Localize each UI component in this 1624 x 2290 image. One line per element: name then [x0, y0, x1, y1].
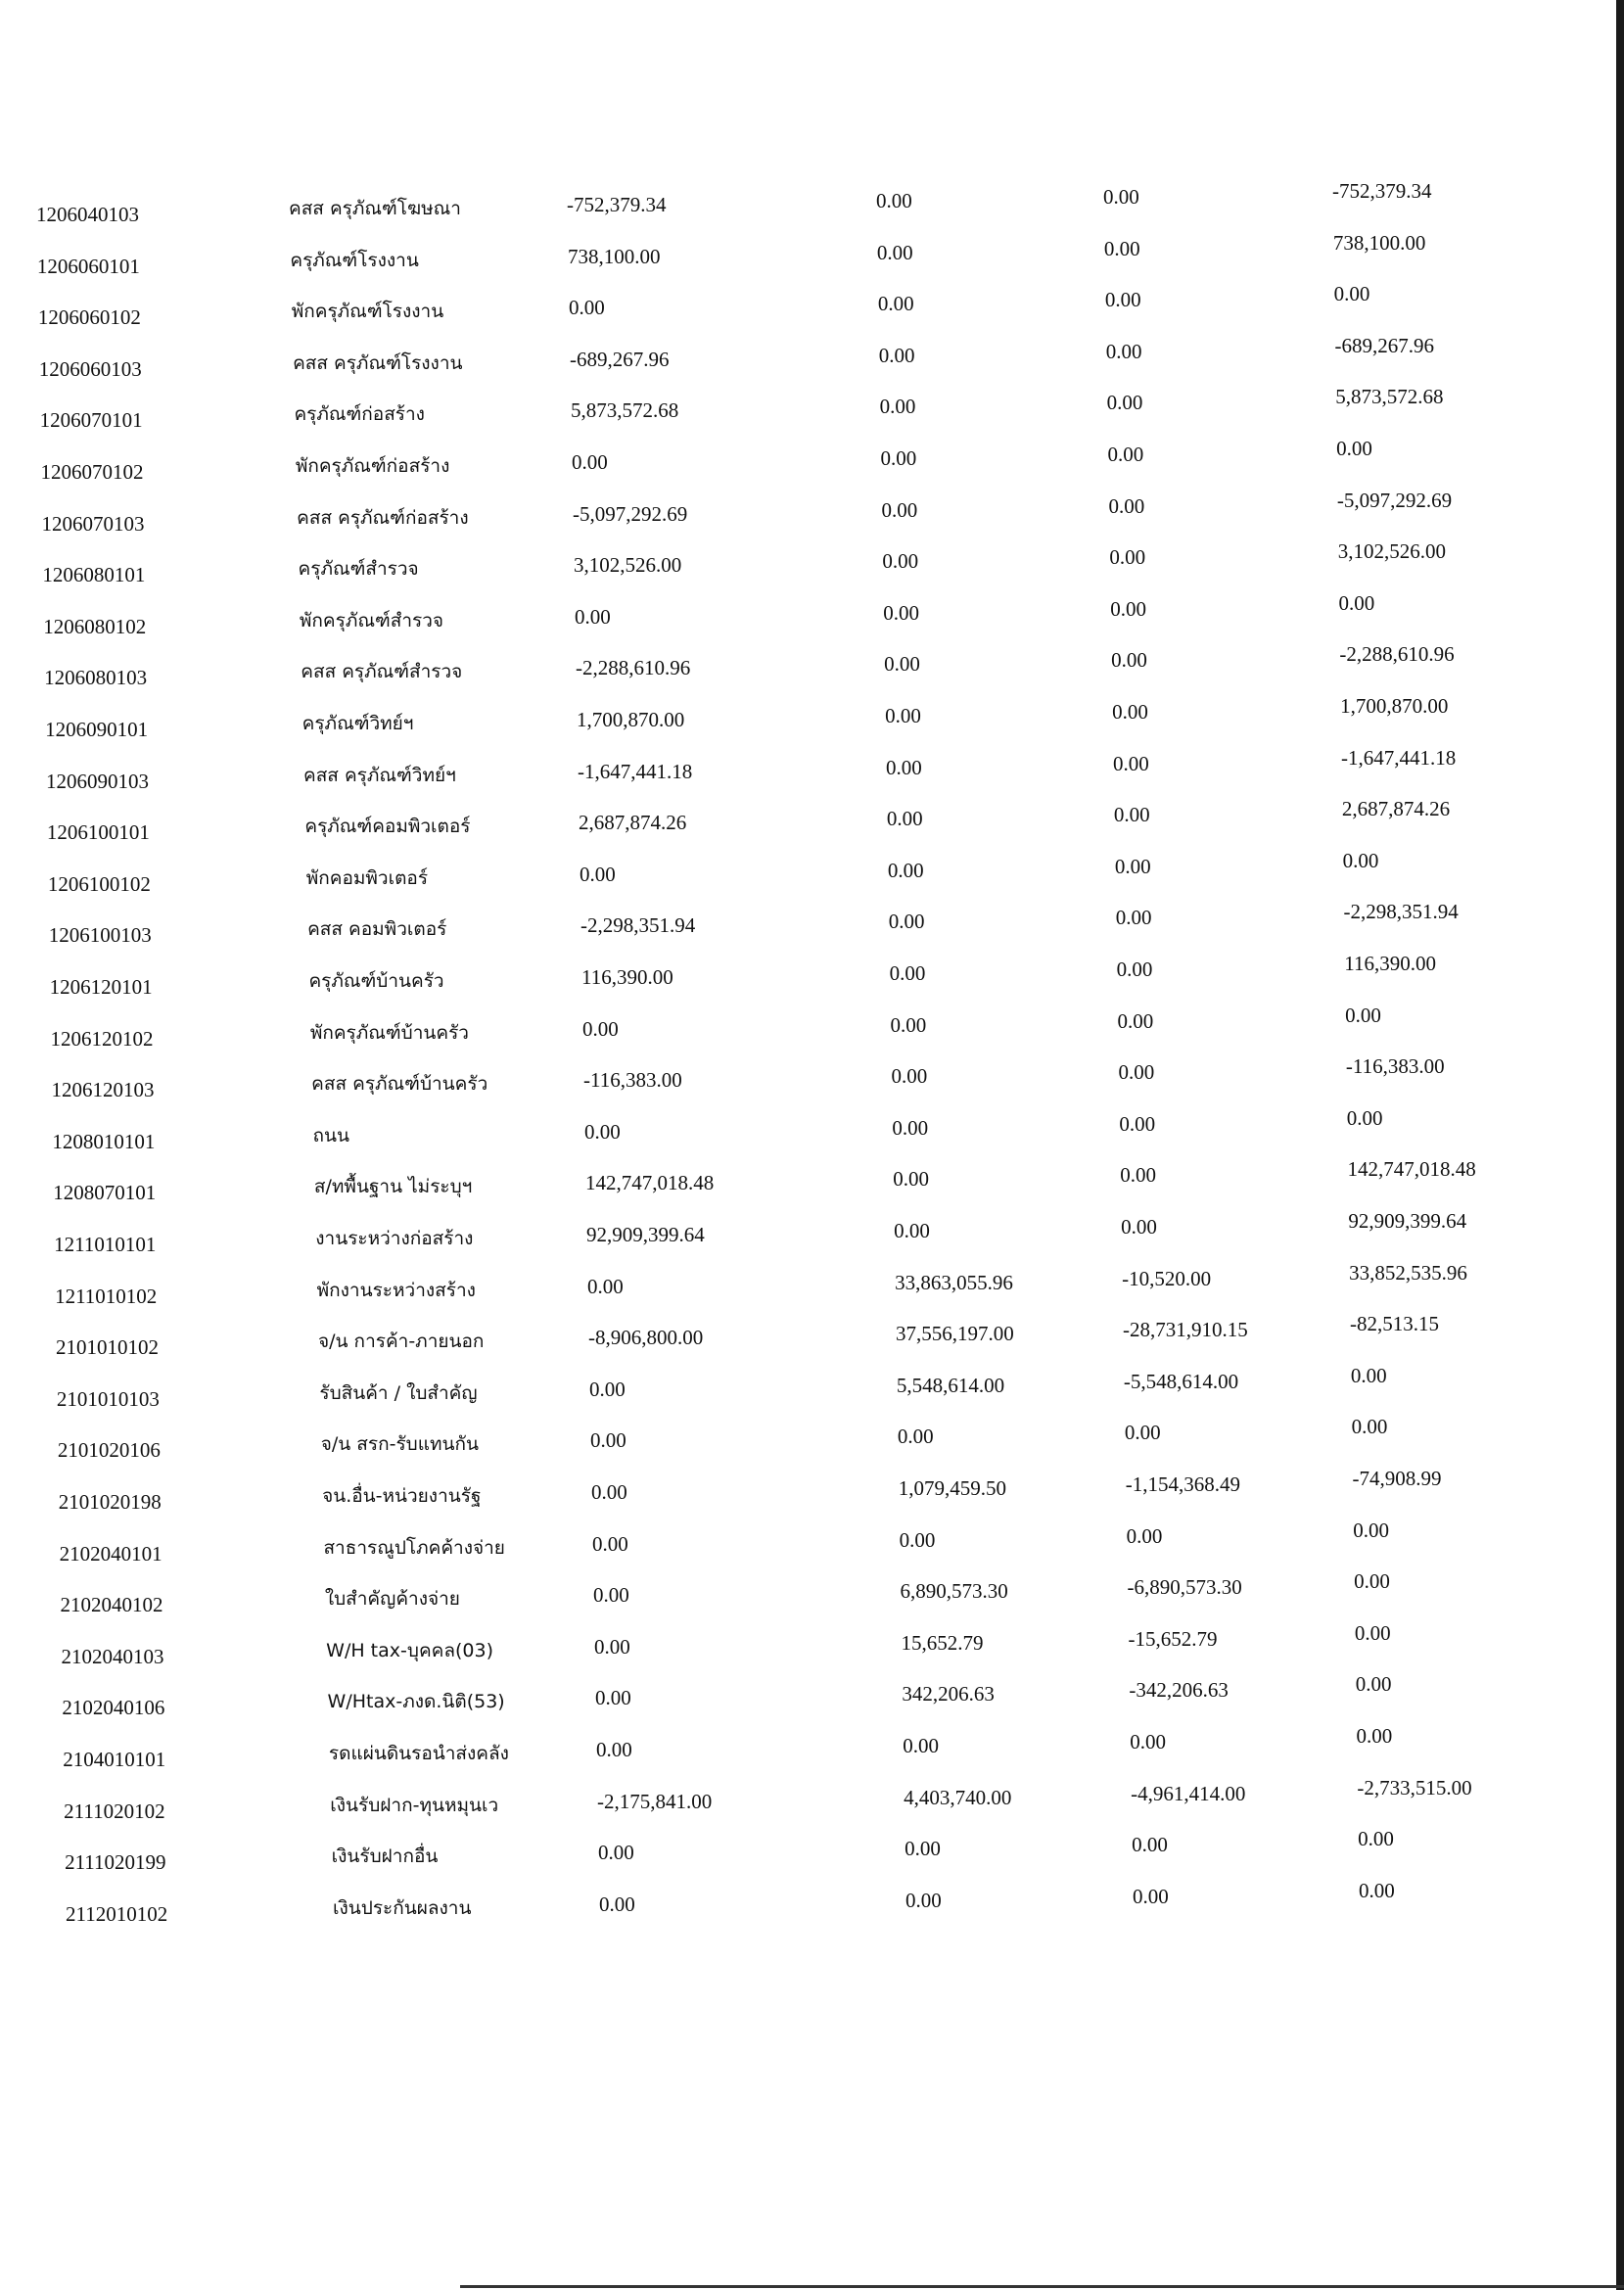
credit-amount: 0.00 [1121, 1215, 1157, 1238]
credit-amount: -15,652.79 [1128, 1626, 1218, 1651]
opening-balance: 3,102,526.00 [574, 553, 682, 578]
account-code: 2102040106 [62, 1696, 165, 1720]
debit-amount: 342,206.63 [902, 1682, 995, 1706]
closing-balance: 0.00 [1359, 1878, 1395, 1902]
closing-balance: 0.00 [1358, 1827, 1394, 1851]
closing-balance: 0.00 [1351, 1415, 1388, 1439]
opening-balance: 0.00 [592, 1531, 628, 1556]
account-code: 1206080102 [43, 614, 147, 638]
account-name: คสส ครุภัณฑ์วิทย์ฯ [303, 764, 456, 786]
account-name: คสส ครุภัณฑ์สำรวจ [301, 661, 463, 683]
debit-amount: 0.00 [888, 910, 925, 934]
account-name: W/Htax-ภงด.นิติ(53) [327, 1691, 505, 1713]
credit-amount: 0.00 [1120, 1163, 1157, 1188]
account-name: พักครุภัณฑ์โรงงาน [291, 301, 444, 323]
account-name: สาธารณูปโภคค้างจ่าย [323, 1536, 505, 1559]
account-code: 1206070102 [40, 460, 144, 484]
account-name: พักคอมพิวเตอร์ [305, 866, 429, 889]
credit-amount: 0.00 [1105, 339, 1142, 363]
scan-edge-bottom [460, 2285, 1624, 2288]
account-code: 1208070101 [53, 1181, 157, 1205]
account-name: คสส ครุภัณฑ์โรงงาน [293, 351, 463, 374]
opening-balance: 1,700,870.00 [577, 708, 685, 731]
debit-amount: 0.00 [878, 343, 915, 367]
account-name: เงินรับฝาก-ทุนหมุนเว [330, 1794, 499, 1816]
account-name: จน.อื่น-หน่วยงานรัฐ [322, 1485, 482, 1507]
account-name: เงินรับฝากอื่น [331, 1846, 439, 1868]
debit-amount: 0.00 [893, 1167, 930, 1192]
closing-balance: -752,379.34 [1332, 179, 1432, 203]
debit-amount: 0.00 [899, 1527, 936, 1552]
debit-amount: 0.00 [889, 961, 926, 985]
account-name: พักครุภัณฑ์ก่อสร้าง [295, 455, 450, 477]
debit-amount: 0.00 [880, 446, 917, 470]
debit-amount: 0.00 [894, 1219, 930, 1242]
closing-balance: 1,700,870.00 [1340, 694, 1449, 718]
account-code: 2101010103 [56, 1386, 160, 1411]
account-code: 1206100103 [48, 923, 152, 948]
credit-amount: 0.00 [1117, 1008, 1154, 1033]
account-name: รับสินค้า / ใบสำคัญ [319, 1381, 478, 1404]
opening-balance: 0.00 [572, 450, 608, 474]
account-name: W/H tax-บุคคล(03) [326, 1639, 494, 1661]
closing-balance: 142,747,018.48 [1347, 1157, 1476, 1182]
opening-balance: -2,175,841.00 [597, 1789, 713, 1813]
opening-balance: 92,909,399.64 [586, 1223, 705, 1246]
opening-balance: 0.00 [590, 1428, 626, 1453]
closing-balance: 116,390.00 [1344, 952, 1436, 975]
account-code: 2112010102 [66, 1901, 168, 1926]
credit-amount: 0.00 [1103, 236, 1140, 260]
closing-balance: 33,852,535.96 [1349, 1260, 1467, 1285]
closing-balance: -2,733,515.00 [1357, 1775, 1472, 1799]
debit-amount: 6,890,573.30 [900, 1579, 1008, 1604]
credit-amount: 0.00 [1133, 1884, 1169, 1908]
account-name: ใบสำคัญค้างจ่าย [324, 1588, 460, 1611]
closing-balance: 0.00 [1345, 1003, 1381, 1027]
account-name: ส/ทพื้นฐาน ไม่ระบุฯ [313, 1176, 473, 1198]
closing-balance: 92,909,399.64 [1348, 1209, 1467, 1233]
account-code: 1206060102 [37, 305, 141, 330]
opening-balance: 0.00 [599, 1892, 635, 1916]
opening-balance: -8,906,800.00 [588, 1326, 704, 1350]
credit-amount: 0.00 [1130, 1730, 1167, 1753]
debit-amount: 0.00 [876, 189, 912, 212]
opening-balance: 0.00 [596, 1738, 632, 1761]
debit-amount: 0.00 [876, 240, 913, 264]
opening-balance: -752,379.34 [567, 193, 667, 216]
account-code: 2111020102 [64, 1799, 165, 1823]
opening-balance: 0.00 [598, 1841, 634, 1865]
opening-balance: 0.00 [589, 1377, 626, 1401]
debit-amount: 0.00 [897, 1425, 934, 1449]
credit-amount: -342,206.63 [1129, 1678, 1229, 1703]
debit-amount: 0.00 [905, 1837, 941, 1861]
debit-amount: 0.00 [903, 1734, 940, 1757]
closing-balance: 0.00 [1356, 1724, 1393, 1748]
debit-amount: 0.00 [883, 600, 920, 625]
account-code: 2102040101 [59, 1541, 162, 1566]
credit-amount: 0.00 [1113, 751, 1149, 775]
closing-balance: 0.00 [1333, 282, 1370, 306]
opening-balance: -1,647,441.18 [578, 759, 693, 783]
debit-amount: 0.00 [905, 1888, 942, 1912]
debit-amount: 0.00 [877, 292, 914, 316]
closing-balance: 0.00 [1338, 590, 1375, 615]
credit-amount: 0.00 [1113, 803, 1150, 827]
closing-balance: 0.00 [1355, 1672, 1392, 1697]
closing-balance: -2,298,351.94 [1343, 900, 1459, 924]
account-name: เงินประกันผลงาน [333, 1896, 472, 1919]
credit-amount: -5,548,614.00 [1123, 1369, 1239, 1393]
credit-amount: 0.00 [1114, 854, 1151, 878]
account-code: 1206120101 [49, 975, 153, 999]
closing-balance: -5,097,292.69 [1336, 488, 1453, 512]
opening-balance: 142,747,018.48 [585, 1171, 715, 1195]
account-code: 1206100102 [47, 871, 151, 896]
credit-amount: 0.00 [1109, 545, 1146, 570]
closing-balance: 2,687,874.26 [1341, 797, 1451, 821]
account-name: รดแผ่นดินรอนำส่งคลัง [328, 1743, 509, 1764]
account-name: คสส คอมพิวเตอร์ [307, 918, 447, 941]
credit-amount: -6,890,573.30 [1127, 1575, 1242, 1600]
closing-balance: 0.00 [1353, 1518, 1390, 1542]
account-name: ครุภัณฑ์โรงงาน [290, 249, 419, 271]
debit-amount: 0.00 [886, 807, 923, 831]
credit-amount: -10,520.00 [1122, 1266, 1212, 1290]
closing-balance: 5,873,572.68 [1335, 385, 1444, 409]
account-code: 2101020198 [58, 1490, 162, 1514]
debit-amount: 5,548,614.00 [896, 1373, 1005, 1397]
account-name: คสส ครุภัณฑ์ก่อสร้าง [297, 506, 469, 529]
debit-amount: 0.00 [887, 858, 924, 882]
credit-amount: 0.00 [1126, 1523, 1163, 1548]
opening-balance: -2,298,351.94 [580, 913, 696, 938]
closing-balance: 0.00 [1354, 1620, 1391, 1645]
account-code: 1206040103 [36, 203, 139, 226]
account-code: 1206070103 [41, 511, 145, 536]
account-name: พักครุภัณฑ์สำรวจ [299, 609, 444, 631]
closing-balance: 0.00 [1354, 1569, 1390, 1594]
closing-balance: 3,102,526.00 [1337, 539, 1446, 564]
account-code: 1206060103 [38, 356, 142, 381]
opening-balance: 0.00 [582, 1016, 619, 1041]
closing-balance: 0.00 [1346, 1105, 1383, 1130]
account-code: 1206080101 [42, 563, 146, 587]
debit-amount: 37,556,197.00 [896, 1322, 1014, 1346]
credit-amount: 0.00 [1119, 1111, 1156, 1136]
debit-amount: 0.00 [884, 652, 920, 677]
debit-amount: 0.00 [891, 1064, 928, 1089]
account-name: ครุภัณฑ์บ้านครัว [308, 970, 444, 992]
closing-balance: -2,288,610.96 [1339, 642, 1455, 667]
account-code: 1206090101 [45, 718, 149, 741]
account-name: งานระหว่างก่อสร้าง [315, 1228, 474, 1249]
debit-amount: 0.00 [890, 1012, 927, 1037]
closing-balance: -74,908.99 [1352, 1467, 1442, 1490]
credit-amount: 0.00 [1111, 648, 1147, 673]
account-name: พักครุภัณฑ์บ้านครัว [309, 1021, 469, 1044]
scan-edge-right [1616, 0, 1624, 2290]
account-name: จ/น การค้า-ภายนอก [318, 1331, 485, 1353]
opening-balance: 2,687,874.26 [579, 811, 687, 835]
credit-amount: 0.00 [1107, 443, 1144, 466]
credit-amount: 0.00 [1103, 185, 1139, 209]
account-code: 1206080103 [44, 666, 148, 690]
closing-balance: -82,513.15 [1350, 1312, 1439, 1336]
opening-balance: 0.00 [594, 1634, 630, 1659]
opening-balance: 116,390.00 [581, 965, 673, 989]
opening-balance: -689,267.96 [570, 347, 670, 371]
opening-balance: 0.00 [584, 1119, 621, 1144]
account-code: 1206120102 [50, 1026, 154, 1051]
credit-amount: 0.00 [1112, 700, 1148, 724]
opening-balance: 0.00 [591, 1480, 627, 1504]
opening-balance: -2,288,610.96 [576, 656, 691, 680]
account-name: ครุภัณฑ์คอมพิวเตอร์ [304, 816, 471, 838]
debit-amount: 15,652.79 [901, 1630, 984, 1655]
credit-amount: 0.00 [1118, 1060, 1155, 1085]
opening-balance: 0.00 [575, 604, 611, 629]
credit-amount: 0.00 [1104, 288, 1141, 312]
debit-amount: 0.00 [879, 395, 916, 419]
debit-amount: 0.00 [886, 755, 922, 779]
debit-amount: 33,863,055.96 [895, 1270, 1013, 1294]
closing-balance: 0.00 [1342, 848, 1379, 872]
opening-balance: 0.00 [569, 296, 605, 320]
account-name: คสส ครุภัณฑ์บ้านครัว [311, 1073, 488, 1096]
closing-balance: 0.00 [1350, 1363, 1387, 1387]
debit-amount: 1,079,459.50 [898, 1476, 1006, 1500]
opening-balance: -5,097,292.69 [573, 501, 688, 526]
closing-balance: -116,383.00 [1345, 1054, 1445, 1079]
account-code: 1211010101 [54, 1233, 157, 1256]
credit-amount: 0.00 [1106, 391, 1143, 415]
account-code: 2102040103 [61, 1644, 164, 1668]
debit-amount: 0.00 [885, 704, 921, 727]
opening-balance: 738,100.00 [568, 244, 661, 268]
closing-balance: -689,267.96 [1334, 333, 1434, 357]
opening-balance: -116,383.00 [583, 1068, 682, 1093]
account-name: ครุภัณฑ์วิทย์ฯ [302, 713, 414, 734]
credit-amount: 0.00 [1116, 958, 1153, 981]
account-code: 1211010102 [55, 1284, 158, 1308]
account-code: 1206100101 [46, 820, 150, 845]
account-name: ครุภัณฑ์สำรวจ [298, 558, 419, 581]
credit-amount: 0.00 [1110, 596, 1147, 621]
account-code: 1206120103 [51, 1078, 155, 1102]
closing-balance: 0.00 [1336, 437, 1372, 460]
opening-balance: 0.00 [595, 1686, 631, 1710]
credit-amount: 0.00 [1124, 1421, 1161, 1445]
debit-amount: 0.00 [881, 497, 918, 522]
credit-amount: -28,731,910.15 [1123, 1318, 1248, 1342]
credit-amount: -4,961,414.00 [1131, 1781, 1246, 1805]
account-name: จ/น สรก-รับแทนกัน [320, 1433, 479, 1456]
opening-balance: 0.00 [580, 862, 616, 886]
account-code: 1206070101 [39, 408, 143, 433]
account-code: 2102040102 [60, 1593, 163, 1617]
account-code: 2111020199 [65, 1850, 166, 1875]
debit-amount: 0.00 [892, 1115, 929, 1140]
account-name: คสส ครุภัณฑ์โฆษณา [289, 198, 461, 219]
credit-amount: -1,154,368.49 [1125, 1472, 1240, 1496]
account-code: 2101020106 [57, 1438, 161, 1463]
account-name: พักงานระหว่างสร้าง [316, 1279, 476, 1301]
account-code: 2104010101 [63, 1748, 166, 1771]
debit-amount: 4,403,740.00 [904, 1785, 1012, 1809]
opening-balance: 0.00 [587, 1274, 624, 1298]
account-code: 1206090103 [46, 769, 149, 793]
debit-amount: 0.00 [882, 549, 919, 574]
closing-balance: 738,100.00 [1332, 230, 1426, 255]
opening-balance: 0.00 [593, 1583, 629, 1608]
credit-amount: 0.00 [1132, 1833, 1168, 1857]
account-name: ถนน [312, 1124, 350, 1146]
credit-amount: 0.00 [1115, 906, 1152, 930]
account-code: 1206060101 [36, 254, 140, 278]
closing-balance: -1,647,441.18 [1341, 745, 1457, 770]
account-name: ครุภัณฑ์ก่อสร้าง [294, 403, 425, 426]
credit-amount: 0.00 [1108, 493, 1145, 518]
account-code: 2101010102 [56, 1335, 159, 1360]
account-code: 1208010101 [52, 1129, 156, 1153]
opening-balance: 5,873,572.68 [571, 398, 679, 423]
